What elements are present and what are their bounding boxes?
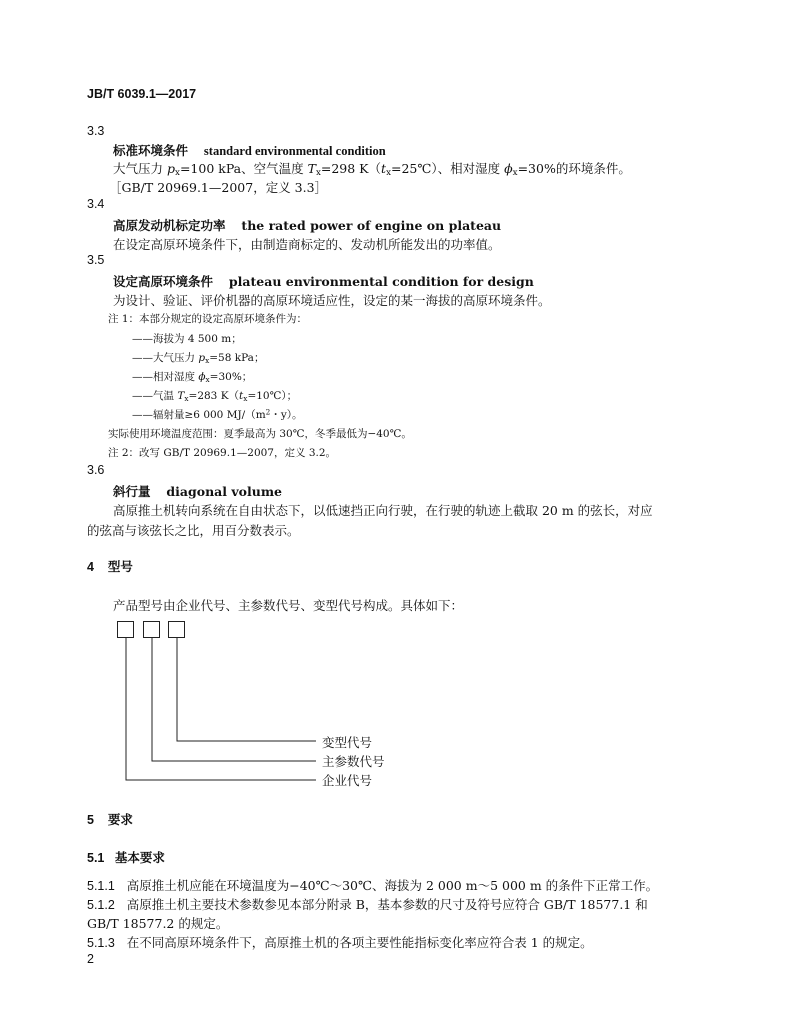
note-2: 注 2：改写 GB/T 20969.1—2007，定义 3.2。: [108, 447, 337, 459]
section-4-heading: 4 型号: [87, 560, 133, 574]
note-1: 注 1：本部分规定的设定高原环境条件为：: [108, 313, 308, 325]
clause-5-1-2-line2: GB/T 18577.2 的规定。: [87, 916, 229, 931]
variant-code-label: 变型代号: [322, 735, 373, 750]
main-parameter-code-label: 主参数代号: [322, 754, 385, 769]
document-code: JB/T 6039.1—2017: [87, 87, 197, 101]
clause-3-3-number: 3.3: [87, 124, 105, 138]
note-1-item-altitude: ——海拔为 4 500 m；: [132, 333, 242, 345]
clause-3-6-definition-line2: 的弦高与该弦长之比，用百分数表示。: [87, 523, 300, 538]
note-1-item-pressure: ——大气压力 $p_x=58$ kPa；: [132, 352, 265, 365]
clause-3-5-number: 3.5: [87, 253, 105, 267]
clause-3-6-definition-line1: 高原推土机转向系统在自由状态下，以低速挡正向行驶，在行驶的轨迹上截取 20 m 的弦长，对应: [113, 503, 653, 518]
clause-3-6-number: 3.6: [87, 463, 105, 477]
section-4-body: 产品型号由企业代号、主参数代号、变型代号构成。具体如下：: [113, 598, 464, 613]
clause-5-1-1: 5.1.1 高原推土机应能在环境温度为−40℃～30℃、海拔为 2 000 m～5 000 m 的条件下正常工作。: [87, 878, 659, 893]
section-5-heading: 5 要求: [87, 813, 133, 827]
section-5-1-heading: 5.1 基本要求: [87, 851, 165, 865]
clause-3-3-definition: 大气压力 $p_x=100$ kPa、空气温度 $T_x=298$ $K(t_x=25℃)$、相对湿度 $\phi_x=30\%$的环境条件。: [113, 161, 631, 179]
note-1-item-radiation: ——辐射量≥6 000 $MJ/(m^2$・y）。: [132, 407, 303, 421]
note-1-item-temperature: ——气温 $T_x=283$ $K(t_x=10℃)$；: [132, 390, 298, 403]
clause-3-5-term: 设定高原环境条件 plateau environmental condition for design: [113, 274, 534, 289]
clause-3-5-definition: 为设计、验证、评价机器的高原环境适应性，设定的某一海拔的高原环境条件。: [113, 293, 551, 308]
clause-5-1-2-line1: 5.1.2 高原推土机主要技术参数参见本部分附录 B，基本参数的尺寸及符号应符合 GB/T 18577.1 和: [87, 897, 648, 912]
clause-3-6-term: 斜行量 diagonal volume: [113, 484, 282, 499]
term-zh: 标准环境条件: [113, 143, 189, 158]
clause-3-4-term: 高原发动机标定功率 the rated power of engine on plateau: [113, 218, 502, 233]
clause-5-1-3: 5.1.3 在不同高原环境条件下，高原推土机的各项主要性能指标变化率应符合表 1 的规定。: [87, 935, 593, 950]
enterprise-code-label: 企业代号: [322, 773, 373, 788]
clause-3-4-definition: 在设定高原环境条件下，由制造商标定的、发动机所能发出的功率值。: [113, 237, 501, 252]
note-1-item-humidity: ——相对湿度 $\phi_x=30\%$；: [132, 371, 253, 384]
clause-3-4-number: 3.4: [87, 197, 105, 211]
note-1-temperature-range: 实际使用环境温度范围：夏季最高为 30℃，冬季最低为−40℃。: [108, 428, 412, 440]
clause-3-3-source: ［GB/T 20969.1—2007，定义 3.3］: [109, 180, 328, 195]
term-en: standard environmental condition: [203, 144, 386, 158]
page-number: 2: [87, 952, 94, 966]
